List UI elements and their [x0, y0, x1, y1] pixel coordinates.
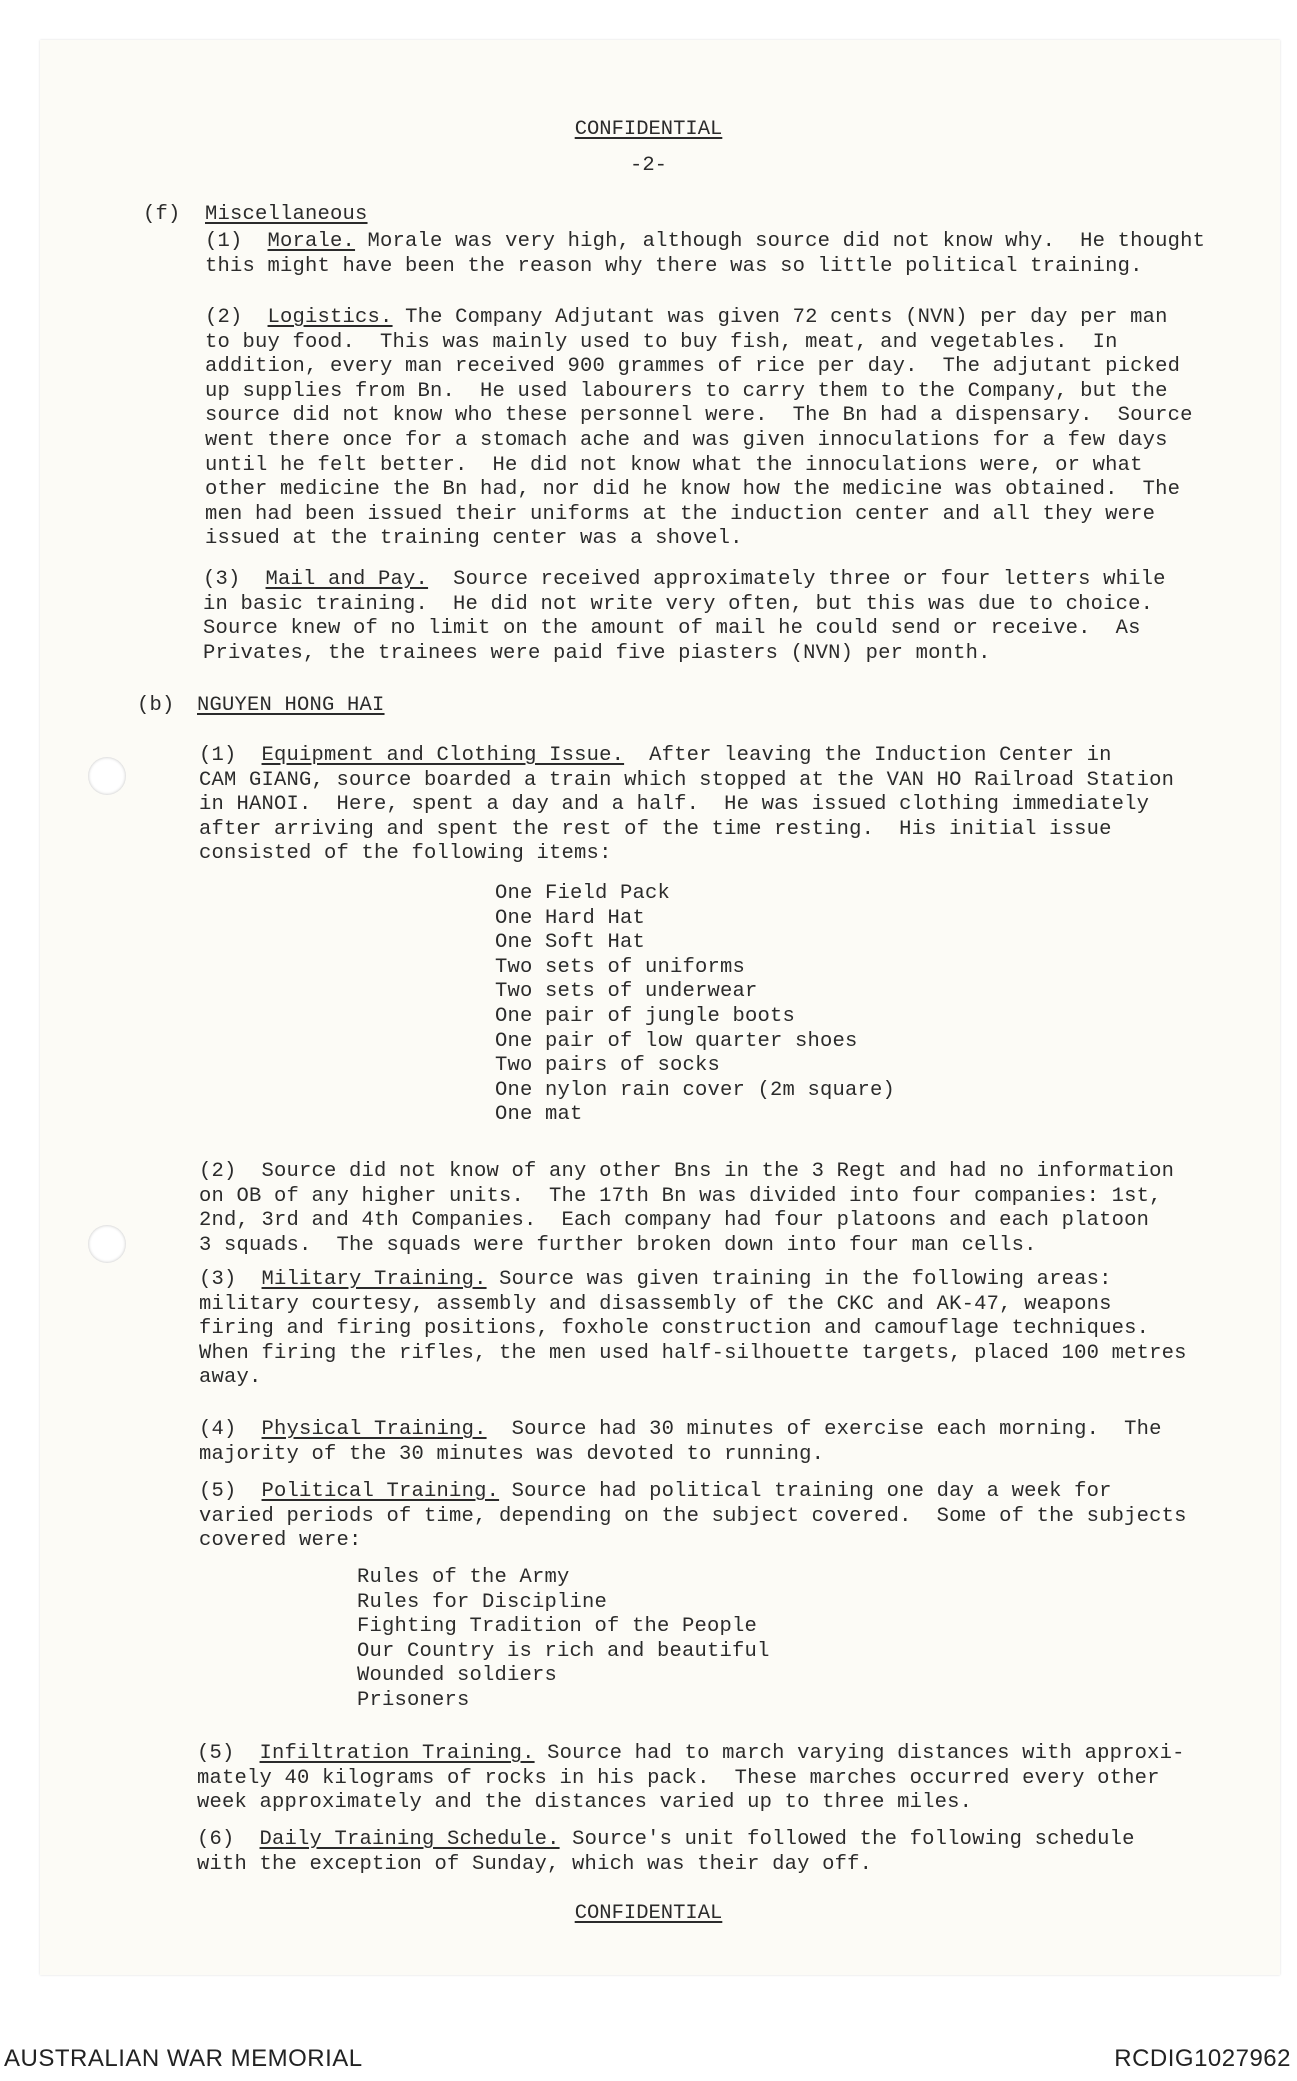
- list-item: Two sets of uniforms: [495, 955, 746, 979]
- paragraph-text: went there once for a stomach ache and was given innoculations for a few days: [205, 428, 1168, 452]
- paragraph-heading: Military Training.: [261, 1268, 487, 1291]
- list-item: Two pairs of socks: [495, 1054, 721, 1078]
- paragraph-number: (2): [205, 306, 243, 329]
- paragraph-political-training: [199, 1480, 1187, 1554]
- issue-item-list: [495, 882, 895, 1128]
- paragraph-text: Source had 30 minutes of exercise each morning. The: [486, 1418, 1162, 1441]
- paragraph-heading: Political Training.: [261, 1480, 500, 1503]
- section-title: Miscellaneous: [205, 203, 368, 226]
- archive-name: AUSTRALIAN WAR MEMORIAL: [4, 2045, 363, 2072]
- paragraph-text: issued at the training center was a shovel.: [205, 527, 743, 551]
- paragraph-text: week approximately and the distances varied up to three miles.: [197, 1791, 973, 1815]
- list-item: Fighting Tradition of the People: [357, 1615, 758, 1639]
- paragraph-text: 3 squads. The squads were further broken down into four man cells.: [199, 1233, 1037, 1257]
- paragraph-physical-training: [199, 1418, 1162, 1467]
- paragraph-text: other medicine the Bn had, nor did he know how the medicine was obtained. The: [205, 478, 1181, 502]
- paragraph-morale: [205, 230, 1205, 279]
- list-item: Prisoners: [357, 1688, 470, 1712]
- list-item: One Hard Hat: [495, 906, 646, 930]
- list-item: One pair of low quarter shoes: [495, 1029, 858, 1053]
- paragraph-text: consisted of the following items:: [199, 842, 612, 866]
- paragraph-mail-pay: [203, 568, 1166, 666]
- paragraph-text: Source knew of no limit on the amount of mail he could send or receive. As: [203, 617, 1141, 641]
- paragraph-text: firing and firing positions, foxhole construction and camouflage techniques.: [199, 1317, 1150, 1341]
- paragraph-number: (5): [197, 1742, 235, 1765]
- paragraph-number: (1): [205, 230, 243, 253]
- paragraph-text: source did not know who these personnel were. The Bn had a dispensary. Source: [205, 404, 1193, 428]
- classification-header: CONFIDENTIAL: [574, 118, 723, 141]
- paragraph-text: until he felt better. He did not know what the innoculations were, or what: [205, 453, 1143, 477]
- paragraph-text: to buy food. This was mainly used to buy fish, meat, and vegetables. In: [205, 330, 1118, 354]
- paragraph-text: Source had political training one day a week for: [499, 1480, 1112, 1503]
- paragraph-text: mately 40 kilograms of rocks in his pack. These marches occurred every other: [197, 1766, 1160, 1790]
- paragraph-text: in HANOI. Here, spent a day and a half. He was issued clothing immediately: [199, 793, 1150, 817]
- paragraph-number: (3): [203, 568, 241, 591]
- list-item: One Field Pack: [495, 882, 671, 905]
- paragraph-text: after arriving and spent the rest of the time resting. His initial issue: [199, 817, 1112, 841]
- subject-list: [357, 1566, 770, 1714]
- paragraph-number: (3): [199, 1268, 237, 1291]
- paragraph-heading: Physical Training.: [261, 1418, 487, 1441]
- section-marker: (b): [137, 694, 175, 717]
- list-item: Rules of the Army: [357, 1566, 570, 1589]
- list-item: One pair of jungle boots: [495, 1004, 796, 1028]
- paragraph-heading: Mail and Pay.: [265, 568, 429, 591]
- page-number: -2-: [630, 154, 667, 177]
- paragraph-text: up supplies from Bn. He used labourers to carry them to the Company, but the: [205, 379, 1168, 403]
- section-title: NGUYEN HONG HAI: [197, 694, 385, 717]
- list-item: One mat: [495, 1103, 583, 1127]
- paragraph-text: When firing the rifles, the men used half-silhouette targets, placed 100 metres: [199, 1341, 1187, 1365]
- paragraph-number: (1): [199, 744, 237, 767]
- paragraph-text: covered were:: [199, 1529, 362, 1553]
- paragraph-number: (5): [199, 1480, 237, 1503]
- punch-hole: [88, 757, 126, 795]
- paragraph-text: in basic training. He did not write very often, but this was due to choice.: [203, 592, 1154, 616]
- paragraph-text: Privates, the trainees were paid five piasters (NVN) per month.: [203, 641, 991, 665]
- paragraph-organisation: [199, 1160, 1174, 1258]
- list-item: One Soft Hat: [495, 931, 646, 955]
- paragraph-daily-schedule: [197, 1828, 1135, 1877]
- list-item: Two sets of underwear: [495, 980, 758, 1004]
- paragraph-text: this might have been the reason why there was so little political training.: [205, 254, 1143, 278]
- paragraph-logistics: [205, 306, 1193, 552]
- paragraph-equipment: [199, 744, 1174, 867]
- paragraph-text: Source's unit followed the following schedule: [559, 1828, 1135, 1851]
- list-item: Rules for Discipline: [357, 1590, 608, 1614]
- paragraph-text: The Company Adjutant was given 72 cents (NVN) per day per man: [392, 306, 1168, 329]
- paragraph-text: After leaving the Induction Center in: [624, 744, 1112, 767]
- archive-reference: RCDIG1027962: [1114, 2045, 1291, 2072]
- paragraph-text: (2) Source did not know of any other Bns in the 3 Regt and had no information: [199, 1160, 1175, 1183]
- paragraph-number: (6): [197, 1828, 235, 1851]
- paragraph-text: varied periods of time, depending on the subject covered. Some of the subjects: [199, 1504, 1187, 1528]
- paragraph-text: 2nd, 3rd and 4th Companies. Each company had four platoons and each platoon: [199, 1209, 1150, 1233]
- paragraph-infiltration-training: [197, 1742, 1185, 1816]
- list-item: Our Country is rich and beautiful: [357, 1639, 770, 1663]
- list-item: One nylon rain cover (2m square): [495, 1078, 896, 1102]
- paragraph-heading: Infiltration Training.: [259, 1742, 535, 1765]
- paragraph-military-training: [199, 1268, 1187, 1391]
- paragraph-text: majority of the 30 minutes was devoted to running.: [199, 1442, 825, 1466]
- paragraph-text: Source received approximately three or four letters while: [428, 568, 1166, 591]
- paragraph-text: Morale was very high, although source did not know why. He thought: [355, 230, 1206, 253]
- paragraph-text: Source had to march varying distances with approxi-: [534, 1742, 1185, 1765]
- punch-hole: [88, 1225, 126, 1263]
- paragraph-text: on OB of any higher units. The 17th Bn was divided into four companies: 1st,: [199, 1184, 1162, 1208]
- paragraph-heading: Equipment and Clothing Issue.: [261, 744, 625, 767]
- paragraph-heading: Logistics.: [267, 306, 393, 329]
- paragraph-text: CAM GIANG, source boarded a train which stopped at the VAN HO Railroad Station: [199, 768, 1175, 792]
- paragraph-number: (4): [199, 1418, 237, 1441]
- paragraph-text: Source was given training in the following areas:: [486, 1268, 1112, 1291]
- paragraph-text: men had been issued their uniforms at the induction center and all they were: [205, 502, 1156, 526]
- paragraph-heading: Morale.: [267, 230, 356, 253]
- paragraph-text: addition, every man received 900 grammes of rice per day. The adjutant picked: [205, 355, 1181, 379]
- list-item: Wounded soldiers: [357, 1664, 558, 1688]
- section-marker: (f): [143, 203, 181, 226]
- paragraph-text: military courtesy, assembly and disassembly of the CKC and AK-47, weapons: [199, 1292, 1112, 1316]
- classification-footer: CONFIDENTIAL: [574, 1902, 723, 1925]
- paragraph-heading: Daily Training Schedule.: [259, 1828, 560, 1851]
- paragraph-text: away.: [199, 1366, 262, 1390]
- paragraph-text: with the exception of Sunday, which was their day off.: [197, 1852, 873, 1876]
